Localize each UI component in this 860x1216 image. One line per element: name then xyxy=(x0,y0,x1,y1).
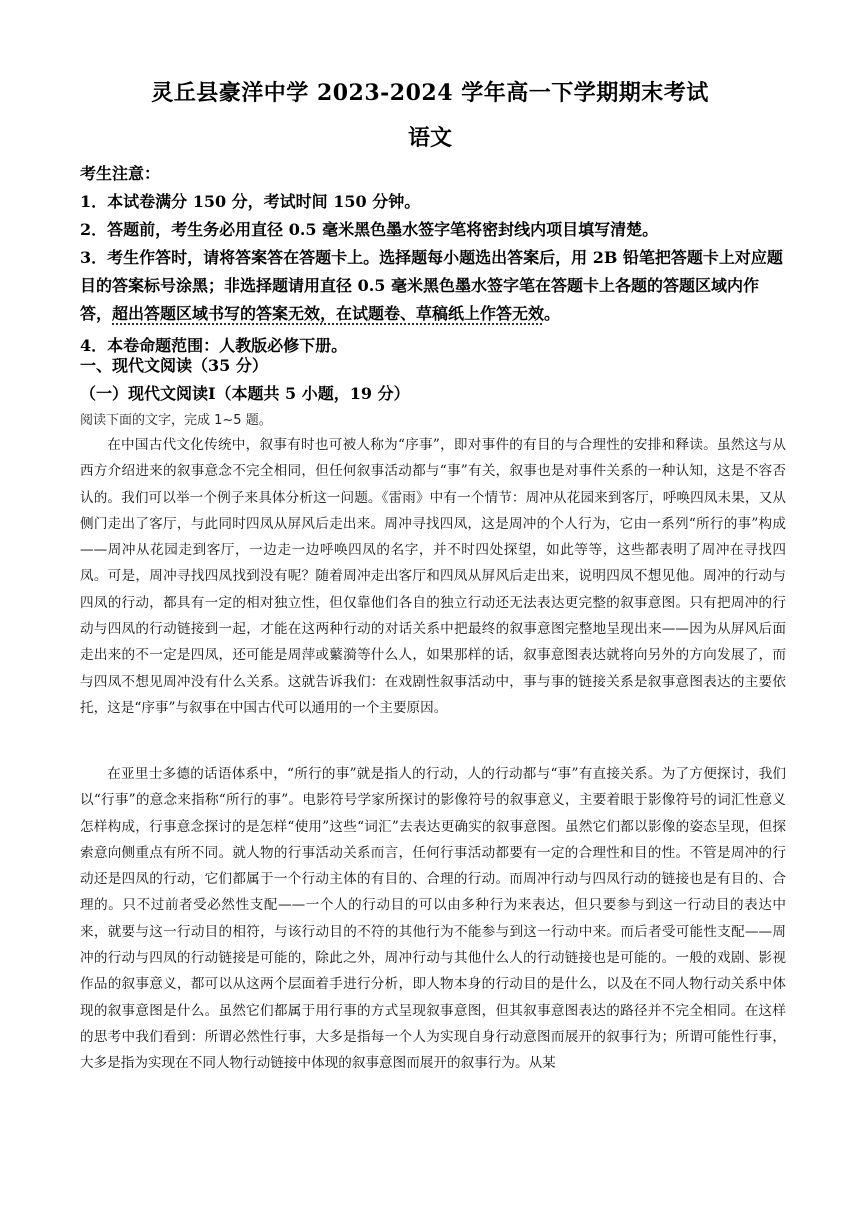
subject-title: 语文 xyxy=(407,125,452,151)
note-item-3-text: 3．考生作答时，请将答案答在答题卡上。选择题每小题选出答案后，用 2B 铅笔把答题卡上对应题目的答案标号涂黑；非选择题请用直径 0.5 毫米黑色墨水签字笔在答题卡上各题的答题区域内作答， xyxy=(80,248,783,323)
note-item-4: 4．本卷命题范围：人教版必修下册。 xyxy=(80,336,348,355)
note-item-1: 1．本试卷满分 150 分，考试时间 150 分钟。 xyxy=(80,192,421,211)
exam-notes xyxy=(80,160,790,360)
note-item-3 xyxy=(80,244,790,328)
note-item-3-end: 。 xyxy=(544,304,561,323)
section-heading-part1: 一、现代文阅读（35 分） xyxy=(80,356,268,375)
note-item-2: 2．答题前，考生务必用直径 0.5 毫米黑色墨水签字笔将密封线内项目填写清楚。 xyxy=(80,220,659,239)
note-item-3-emphasis: 超出答题区域书写的答案无效，在试题卷、草稿纸上作答无效 xyxy=(112,304,545,323)
exam-title: 灵丘县豪洋中学 2023-2024 学年高一下学期期末考试 xyxy=(151,80,709,106)
passage-paragraph-2: 在亚里士多德的话语体系中，“所行的事”就是指人的行动，人的行动都与“事”有直接关系。为了方便探讨，我们以“行事”的意念来指称“所行的事”。电影符号学家所探讨的影像符号的叙事意义，主要着眼于影像符号的词汇性意义怎样构成，行事意念探讨的是怎样“使用”这些“词汇”去表达更确实的叙事意图。虽然它们都以影像的姿态呈现，但探索意向侧重点有所不同。就人物的行事活动关系而言，任何行事活动都要有一定的合理性和目的性。不管是周冲的行动还是四凤的行动，它们都属于一个行动主体的有目的、合理的行动。而周冲行动与四凤行动的链接也是有目的、合理的。只不过前者受必然性支配——一个人的行动目的可以由多种行为来表达，但只要参与到这一行动目的表达中来，就要与这一行动目的相符，与该行动目的不符的其他行为不能参与到这一行动中来。而后者受可能性支配——周冲的行动与四凤的行动链接是可能的，除此之外，周冲行动与其他什么人的行动链接也是可能的。一般的戏剧、影视作品的叙事意义，都可以从这两个层面着手进行分析，即人物本身的行动目的是什么，以及在不同人物行动关系中体现的叙事意图是什么。虽然它们都属于用行事的方式呈现叙事意图，但其叙事意图表达的路径并不完全相同。在这样的思考中我们看到：所谓必然性行事，大多是指每一个人为实现自身行动意图而展开的叙事行为；所谓可能性行事，大多是指为实现在不同人物行动链接中体现的叙事意图而展开的叙事行为。从某 xyxy=(80,766,786,1072)
passage-paragraph-1: 在中国古代文化传统中，叙事有时也可被人称为“序事”，即对事件的有目的与合理性的安排和释读。虽然这与从西方介绍进来的叙事意念不完全相同，但任何叙事活动都与“事”有关，叙事也是对事件关系的一种认知，这是不容否认的。我们可以举一个例子来具体分析这一问题。《雷雨》中有一个情节：周冲从花园来到客厅，呼唤四凤未果，又从侧门走出了客厅，与此同时四凤从屏风后走出来。周冲寻找四凤，这是周冲的个人行为，它由一系列“所行的事”构成——周冲从花园走到客厅，一边走一边呼唤四凤的名字，并不时四处探望，如此等等，这些都表明了周冲在寻找四凤。可是，周冲寻找四凤找到没有呢？随着周冲走出客厅和四凤从屏风后走出来，说明四凤不想见他。周冲的行动与四凤的行动，都具有一定的相对独立性，但仅靠他们各自的独立行动还无法表达更完整的叙事意图。只有把周冲的行动与四凤的行动链接到一起，才能在这两种行动的对话关系中把最终的叙事意图完整地呈现出来——因为从屏风后面走出来的不一定是四凤，还可能是周萍或蘩漪等什么人，如果那样的话，叙事意图表达就将向另外的方向发展了，而与四凤不想见周冲没有什么关系。这就告诉我们：在戏剧性叙事活动中，事与事的链接关系是叙事意图表达的主要依托，这是“序事”与叙事在中国古代可以通用的一个主要原因。 xyxy=(80,437,786,716)
section-heading-reading1: （一）现代文阅读Ⅰ（本题共 5 小题，19 分） xyxy=(80,384,410,403)
notes-heading: 考生注意： xyxy=(80,164,161,183)
reading-instruction: 阅读下面的文字，完成 1~5 题。 xyxy=(80,413,272,428)
